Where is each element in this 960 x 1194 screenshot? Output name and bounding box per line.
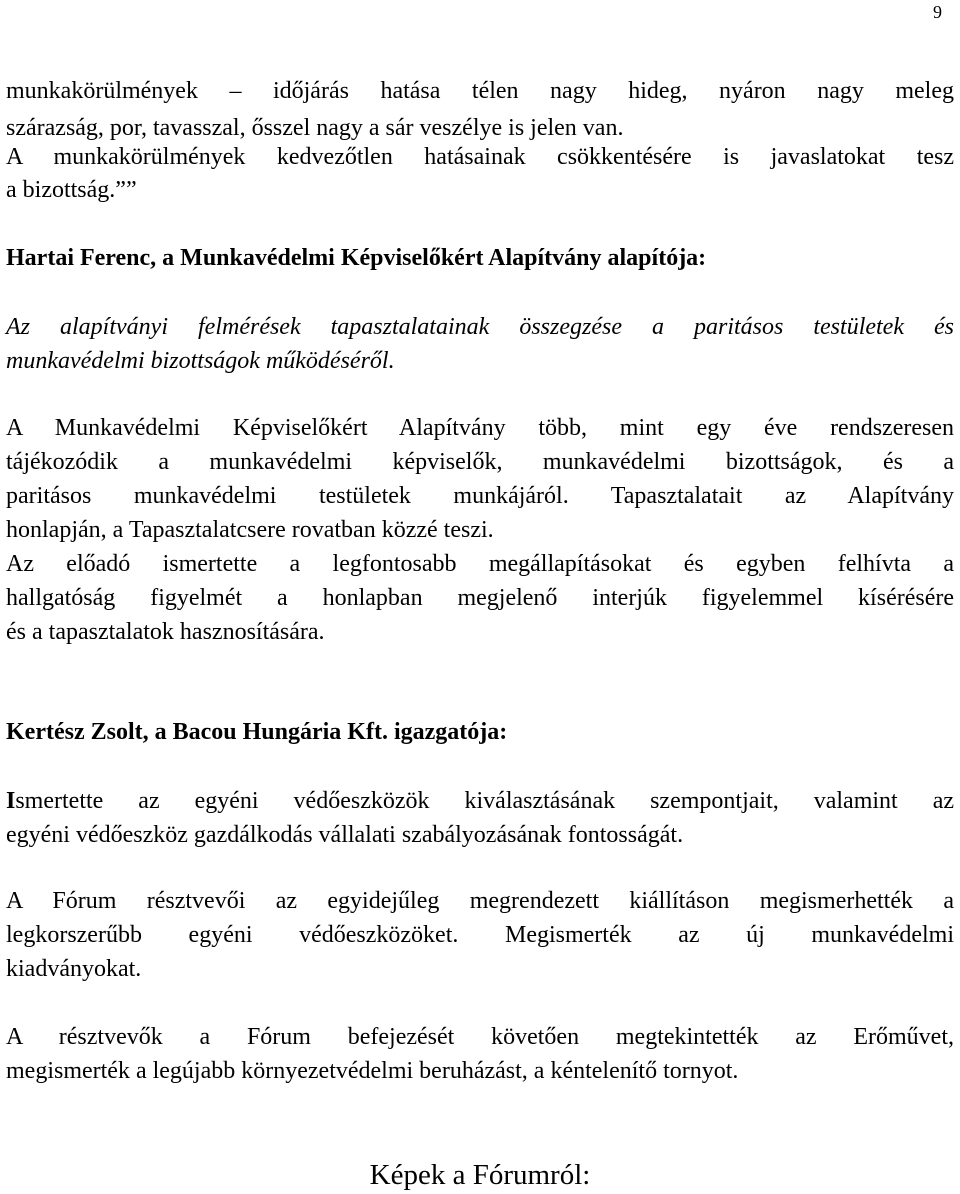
intro-line-4: a bizottság.”” — [6, 177, 137, 203]
hartai-subtitle-line-1: Az alapítványi felmérések tapasztalatainak összegzése a paritásos testületek és — [6, 314, 954, 340]
hartai-body-line-5: Az előadó ismertette a legfontosabb megállapításokat és egyben felhívta a — [6, 551, 954, 577]
kertesz-para1-line-2: egyéni védőeszköz gazdálkodás vállalati szabályozásának fontosságát. — [6, 822, 684, 848]
kertesz-heading: Kertész Zsolt, a Bacou Hungária Kft. igazgatója: — [6, 719, 508, 745]
intro-line-3: A munkakörülmények kedvezőtlen hatásainak csökkentésére is javaslatokat tesz — [6, 144, 954, 170]
hartai-body-line-4: honlapján, a Tapasztalatcsere rovatban közzé teszi. — [6, 517, 494, 543]
hartai-heading: Hartai Ferenc, a Munkavédelmi Képviselőkért Alapítvány alapítója: — [6, 245, 707, 271]
page-number: 9 — [933, 2, 942, 22]
hartai-body-line-6: hallgatóság figyelmét a honlapban megjelenő interjúk figyelemmel kísérésére — [6, 585, 954, 611]
hartai-body-line-3: paritásos munkavédelmi testületek munkájáról. Tapasztalatait az Alapítvány — [6, 483, 954, 509]
kertesz-para1-line-1 — [6, 786, 954, 816]
intro-line-2: szárazság, por, tavasszal, ősszel nagy a sár veszélye is jelen van. — [6, 115, 624, 141]
drop-letter: I — [6, 788, 16, 814]
kertesz-para2-line-2: legkorszerűbb egyéni védőeszközöket. Megismerték az új munkavédelmi — [6, 922, 954, 948]
kertesz-para3-line-2: megismerték a legújabb környezetvédelmi beruházást, a kéntelenítő tornyot. — [6, 1058, 739, 1084]
hartai-body-line-1: A Munkavédelmi Képviselőkért Alapítvány több, mint egy éve rendszeresen — [6, 415, 954, 441]
hartai-body-line-7: és a tapasztalatok hasznosítására. — [6, 619, 325, 645]
kertesz-para2-line-3: kiadványokat. — [6, 956, 142, 982]
hartai-body-line-2: tájékozódik a munkavédelmi képviselők, munkavédelmi bizottságok, és a — [6, 449, 954, 475]
photos-caption: Képek a Fórumról: — [369, 1159, 591, 1191]
kertesz-para1-line-1-text: smertette az egyéni védőeszközök kiválasztásának szempontjait, valamint az — [15, 788, 954, 814]
kertesz-para3-line-1: A résztvevők a Fórum befejezését követően megtekintették az Erőművet, — [6, 1024, 954, 1050]
kertesz-para2-line-1: A Fórum résztvevői az egyidejűleg megrendezett kiállításon megismerhették a — [6, 888, 954, 914]
intro-line-1: munkakörülmények – időjárás hatása télen nagy hideg, nyáron nagy meleg — [6, 78, 954, 104]
hartai-subtitle-line-2: munkavédelmi bizottságok működéséről. — [6, 348, 395, 374]
